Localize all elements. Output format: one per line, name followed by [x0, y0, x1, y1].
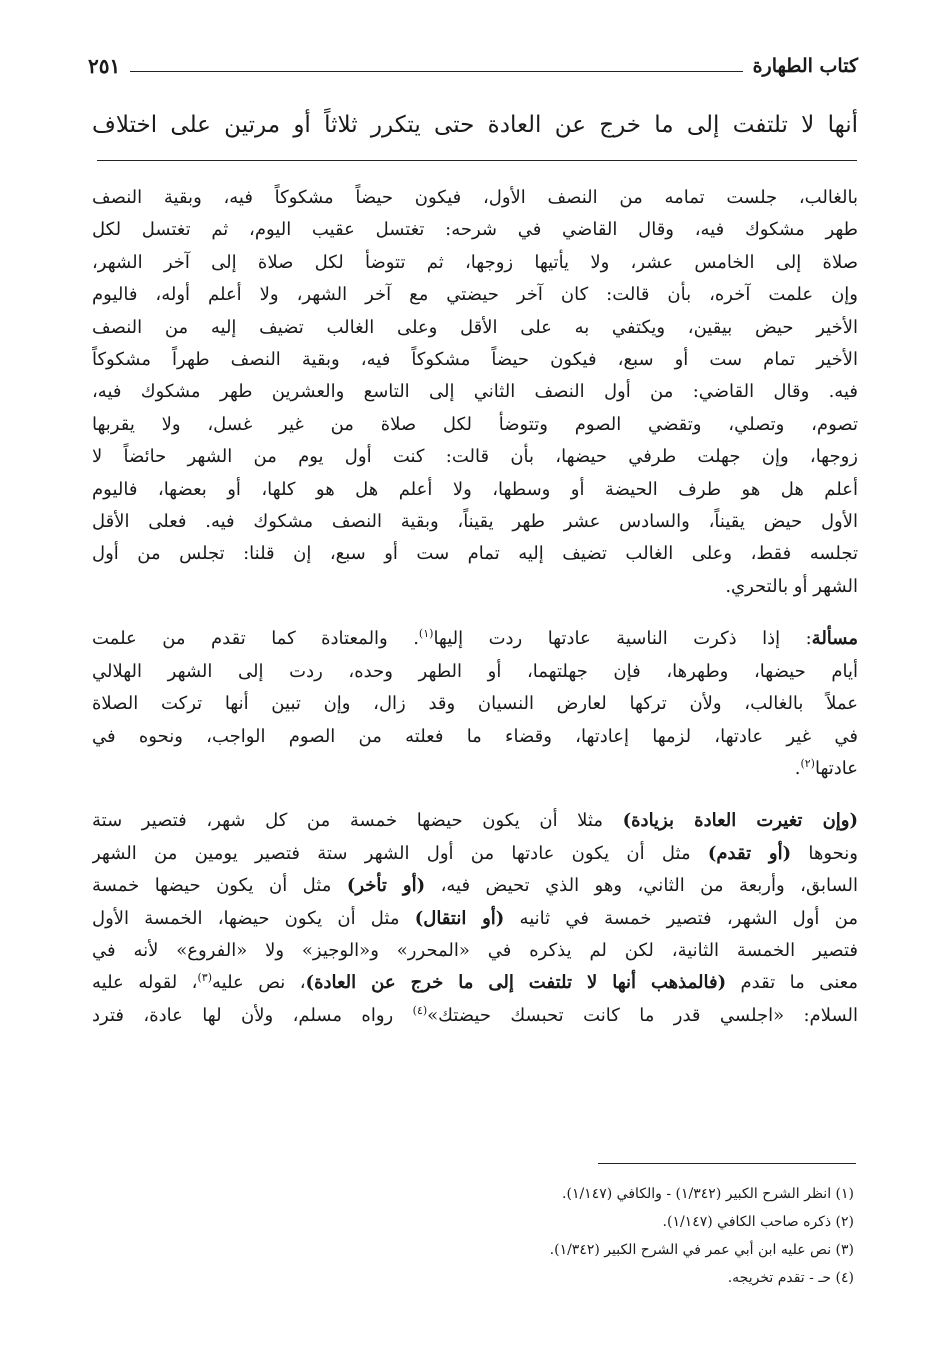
text-run: مثل أن يكون عادتها من أول الشهر ستة فتصير يومين من الشهر	[92, 842, 708, 864]
footnote-ref: (٤)	[412, 1003, 428, 1017]
text-line: تجلسه فقط، وعلى الغالب تضيف إليه تمام ست أو سبع، إن قلنا: تجلس من أول	[92, 543, 858, 565]
footnote-3: (٣) نص عليه ابن أبي عمر في الشرح الكبير (١/٣٤٢).	[549, 1242, 854, 1258]
text-line	[92, 623, 858, 655]
text-run: السلام: «اجلسي قدر ما كانت تحبسك حيضتك»	[427, 1004, 858, 1026]
text-line: الأخير تمام ست أو سبع، فيكون حيضاً مشكوكاً فيه، وبقية النصف طهراً مشكوكاً	[92, 349, 858, 371]
text-run: مثل أن يكون حيضها، الخمسة الأول	[92, 907, 415, 929]
text-run: مثلا أن يكون حيضها خمسة من كل شهر، فتصير ستة	[92, 810, 623, 832]
text-run: السابق، وأربعة من الثاني، وهو الذي تحيض فيه،	[425, 875, 858, 897]
matn-line: أنها لا تلتفت إلى ما خرج عن العادة حتى يتكرر ثلاثاً أو مرتين على اختلاف	[92, 112, 858, 138]
footnotes	[92, 1180, 854, 1292]
text-line: فتصير الخمسة الثانية، لكن لم يذكره في «المحرر» و«الوجيز» ولا «الفروع» لأنه في	[92, 939, 858, 961]
header-rule	[130, 71, 742, 72]
text-line: الأول حيض يقيناً، والسادس عشر طهر يقيناً، وبقية النصف مشكوك فيه. فعلى الأقل	[92, 511, 858, 533]
text-line	[92, 967, 858, 999]
mas-ala-heading: مسألة	[811, 628, 858, 650]
text-line: في غير عادتها، لزمها إعادتها، وقضاء ما فعلته من الصوم الواجب، ونحوه في	[92, 725, 858, 747]
text-line: الأخير حيض بيقين، ويكتفي به على الأقل وعلى الغالب تضيف إليه من النصف	[92, 316, 858, 338]
running-title: كتاب الطهارة	[752, 55, 858, 77]
text-run: . والمعتادة كما تقدم من علمت	[92, 628, 419, 650]
footnote-ref: (٣)	[197, 971, 213, 985]
text-line	[92, 903, 858, 935]
text-line: فيه. وقال القاضي: من أول النصف الثاني إلى التاسع والعشرين طهر مشكوك فيه،	[92, 381, 858, 403]
footnote-4: (٤) حـ - تقدم تخريجه.	[727, 1270, 854, 1286]
matn-quote: (فالمذهب أنها لا تلتفت إلى ما خرج عن العادة)	[305, 972, 727, 994]
matn-quote: (أو تقدم)	[707, 842, 792, 864]
matn-quote: (وإن تغيرت العادة بزيادة)	[622, 810, 858, 832]
text-run: : إذا ذكرت الناسية عادتها ردت إليها	[433, 628, 812, 650]
matn-quote: (أو تأخر)	[346, 875, 426, 897]
text-line: عملاً بالغالب، ولأن تركها لعارض النسيان وقد زال، وإن تبين أنها تركت الصلاة	[92, 693, 858, 715]
text-run: عادتها	[814, 757, 858, 779]
text-run: مثل أن يكون حيضها خمسة	[92, 875, 347, 897]
text-line: صلاة إلى الخامس عشر، ولا يأتيها زوجها، ثم تتوضأ لكل صلاة إلى آخر الشهر،	[92, 251, 858, 273]
text-run: رواه مسلم، ولأن لها عادة، فترد	[92, 1004, 413, 1026]
text-run: ، نص عليه	[212, 972, 306, 994]
text-line	[92, 805, 858, 837]
text-run: معنى ما تقدم	[726, 972, 858, 994]
text-line	[92, 870, 858, 902]
paragraph-3	[92, 805, 858, 1032]
matn-divider	[97, 160, 857, 161]
text-run: ، لقوله عليه	[92, 972, 198, 994]
text-line	[92, 753, 858, 785]
text-line: أيام حيضها، وطهرها، فإن جهلتهما، أو الطهر وحده، ردت إلى الشهر الهلالي	[92, 660, 858, 682]
text-line	[92, 1000, 858, 1032]
text-line: تصوم، وتصلي، وتقضي الصوم وتتوضأ لكل صلاة من غير غسل، ولا يقربها	[92, 413, 858, 435]
footnote-2: (٢) ذكره صاحب الكافي (١/١٤٧).	[662, 1214, 854, 1230]
page-number: ٢٥١	[88, 54, 121, 78]
commentary-text	[92, 182, 858, 1032]
text-line: وإن علمت آخره، بأن قالت: كان آخر حيضتي مع آخر الشهر، ولا أعلم أوله، فاليوم	[92, 284, 858, 306]
paragraph-2	[92, 623, 858, 785]
footnote-rule	[598, 1163, 856, 1164]
text-line: أعلم هل هو طرف الحيضة أو وسطها، ولا أعلم هل هو كلها، أو بعضها، فاليوم	[92, 478, 858, 500]
footnote-ref: (١)	[418, 627, 434, 641]
text-line	[92, 838, 858, 870]
text-line: زوجها، وإن جهلت طرفي حيضها، بأن قالت: كنت أول يوم من الشهر حائضاً لا	[92, 446, 858, 468]
footnote-ref: (٢)	[800, 756, 815, 770]
text-run: من أول الشهر، فتصير خمسة في ثانيه	[504, 907, 858, 929]
text-run: .	[794, 757, 801, 779]
text-line: طهر مشكوك فيه، وقال القاضي في شرحه: تغتسل عقيب اليوم، ثم تغتسل لكل	[92, 219, 858, 241]
footnote-1: (١) انظر الشرح الكبير (١/٣٤٢) - والكافي (١/١٤٧).	[562, 1186, 854, 1202]
paragraph-1	[92, 182, 858, 603]
text-line: الشهر أو بالتحري.	[725, 575, 858, 597]
page-header	[88, 40, 858, 76]
text-line: بالغالب، جلست تمامه من النصف الأول، فيكون حيضاً مشكوكاً فيه، وبقية النصف	[92, 187, 858, 208]
matn-quote: (أو انتقال)	[414, 907, 505, 929]
text-run: ونحوها	[791, 842, 858, 864]
